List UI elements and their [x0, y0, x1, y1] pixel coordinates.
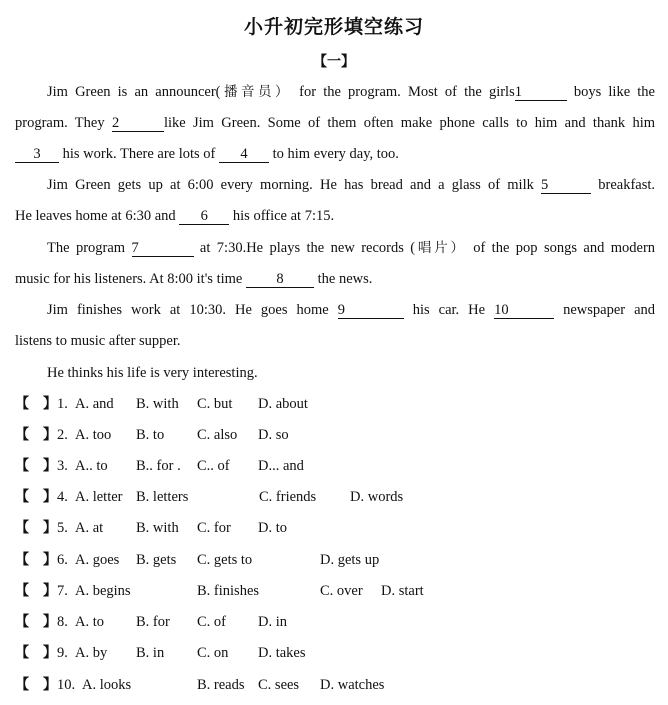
answer-bracket[interactable]: 【 】: [15, 427, 57, 443]
blank-10: 10: [494, 302, 554, 319]
passage-line: music for his listeners. At 8:00 it's time 8 the news.: [15, 271, 373, 287]
answer-bracket[interactable]: 【 】: [15, 583, 57, 599]
answer-bracket[interactable]: 【 】: [15, 677, 57, 693]
blank-7: 7: [132, 240, 194, 257]
passage-line: Jim Green is an announcer(播音员） for the program. Most of the girls1 boys like the: [47, 84, 655, 100]
answer-bracket[interactable]: 【 】: [15, 458, 57, 474]
answer-bracket[interactable]: 【 】: [15, 489, 57, 505]
passage-line: He leaves home at 6:30 and 6 his office at 7:15.: [15, 208, 335, 224]
passage-line: Jim Green gets up at 6:00 every morning. He has bread and a glass of milk 5 breakfast.: [47, 177, 656, 193]
answer-bracket[interactable]: 【 】: [15, 520, 57, 536]
passage-line: program. They 2 like Jim Green. Some of them often make phone calls to him and thank him: [15, 115, 656, 131]
blank-9: 9: [338, 302, 404, 319]
section-heading: 【一】: [313, 54, 355, 70]
blank-6: 6: [179, 208, 229, 225]
blank-1: 1: [515, 84, 567, 101]
blank-4: 4: [219, 146, 269, 163]
passage-line: The program 7 at 7:30.He plays the new records (唱片） of the pop songs and modern: [47, 240, 656, 256]
blank-3: 3: [15, 146, 59, 163]
blank-2: 2: [112, 115, 164, 132]
answer-bracket[interactable]: 【 】: [15, 396, 57, 412]
answer-bracket[interactable]: 【 】: [15, 552, 57, 568]
passage-line: Jim finishes work at 10:30. He goes home 9 his car. He 10 newspaper and: [47, 302, 656, 318]
answer-bracket[interactable]: 【 】: [15, 645, 57, 661]
blank-8: 8: [246, 271, 314, 288]
passage-line: 3 his work. There are lots of 4 to him every day, too.: [15, 144, 655, 164]
passage-line: He thinks his life is very interesting.: [47, 365, 258, 381]
page-title: 小升初完形填空练习: [243, 16, 424, 38]
passage-line: listens to music after supper.: [15, 333, 181, 349]
blank-5: 5: [541, 177, 591, 194]
answer-bracket[interactable]: 【 】: [15, 614, 57, 630]
